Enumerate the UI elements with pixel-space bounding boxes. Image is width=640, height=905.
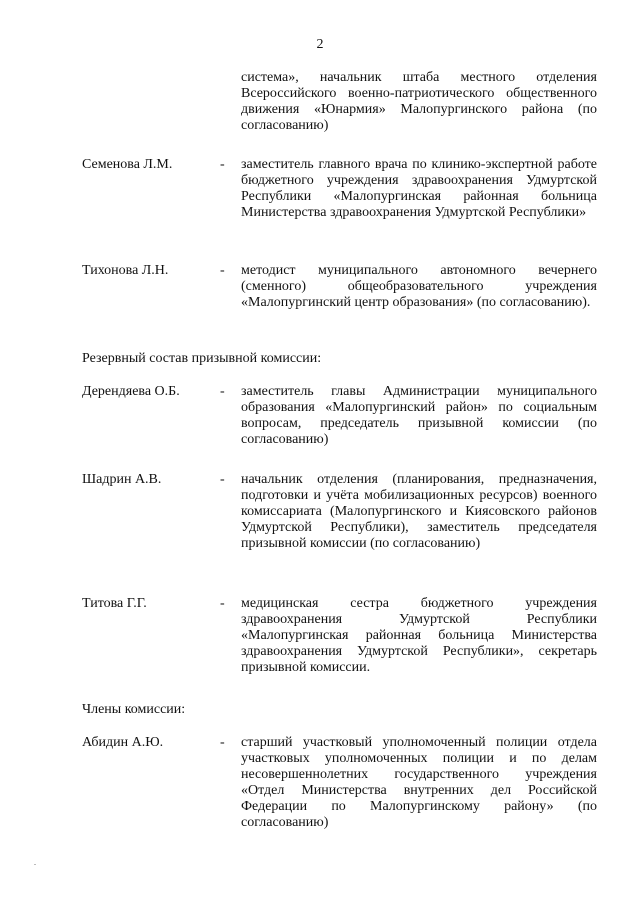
members-heading: Члены комиссии: [82,702,186,717]
member-description: заместитель главного врача по клинико-экспертной работе бюджетного учреждения здравоохранения Удмуртской Республики «Малопургинская районная больница Министерства здравоохранения Удмуртской Республики» [241,157,597,220]
member-description: медицинская сестра бюджетного учреждения здравоохранения Удмуртской Республики «Малопургинская районная больница Министерства здравоохранения Удмуртской Республики», секретарь призывной комиссии. [241,596,597,675]
member-dash: - [220,735,225,750]
member-name: Титова Г.Г. [82,596,147,611]
continuation-text: система», начальник штаба местного отделения Всероссийского военно-патриотического общественного движения «Юнармия» Малопургинского района (по согласованию) [241,70,597,133]
scan-margin-mark [34,864,36,865]
member-description: заместитель главы Администрации муниципального образования «Малопургинский район» по социальным вопросам, председатель призывной комиссии (по согласованию) [241,384,597,447]
member-dash: - [220,157,225,172]
member-description: методист муниципального автономного вечернего (сменного) общеобразовательного учреждения «Малопургинский центр образования» (по согласованию). [241,263,597,310]
member-name: Тихонова Л.Н. [82,263,169,278]
member-dash: - [220,472,225,487]
member-description: начальник отделения (планирования, предназначения, подготовки и учёта мобилизационных ресурсов) военного комиссариата (Малопургинского и Киясовского районов Удмуртской Республики), заместитель председателя призывной комиссии (по согласованию) [241,472,597,551]
member-name: Семенова Л.М. [82,157,173,172]
member-description: старший участковый уполномоченный полиции отдела участковых уполномоченных полиции и по делам несовершеннолетних государственного учреждения «Отдел Министерства внутренних дел Российской Федерации по Малопургинскому району» (по согласованию) [241,735,597,830]
member-name: Абидин А.Ю. [82,735,164,750]
page-number: 2 [316,37,324,52]
member-name: Дерендяева О.Б. [82,384,180,399]
member-dash: - [220,596,225,611]
reserve-heading: Резервный состав призывной комиссии: [82,351,322,366]
member-name: Шадрин А.В. [82,472,162,487]
member-dash: - [220,384,225,399]
member-dash: - [220,263,225,278]
